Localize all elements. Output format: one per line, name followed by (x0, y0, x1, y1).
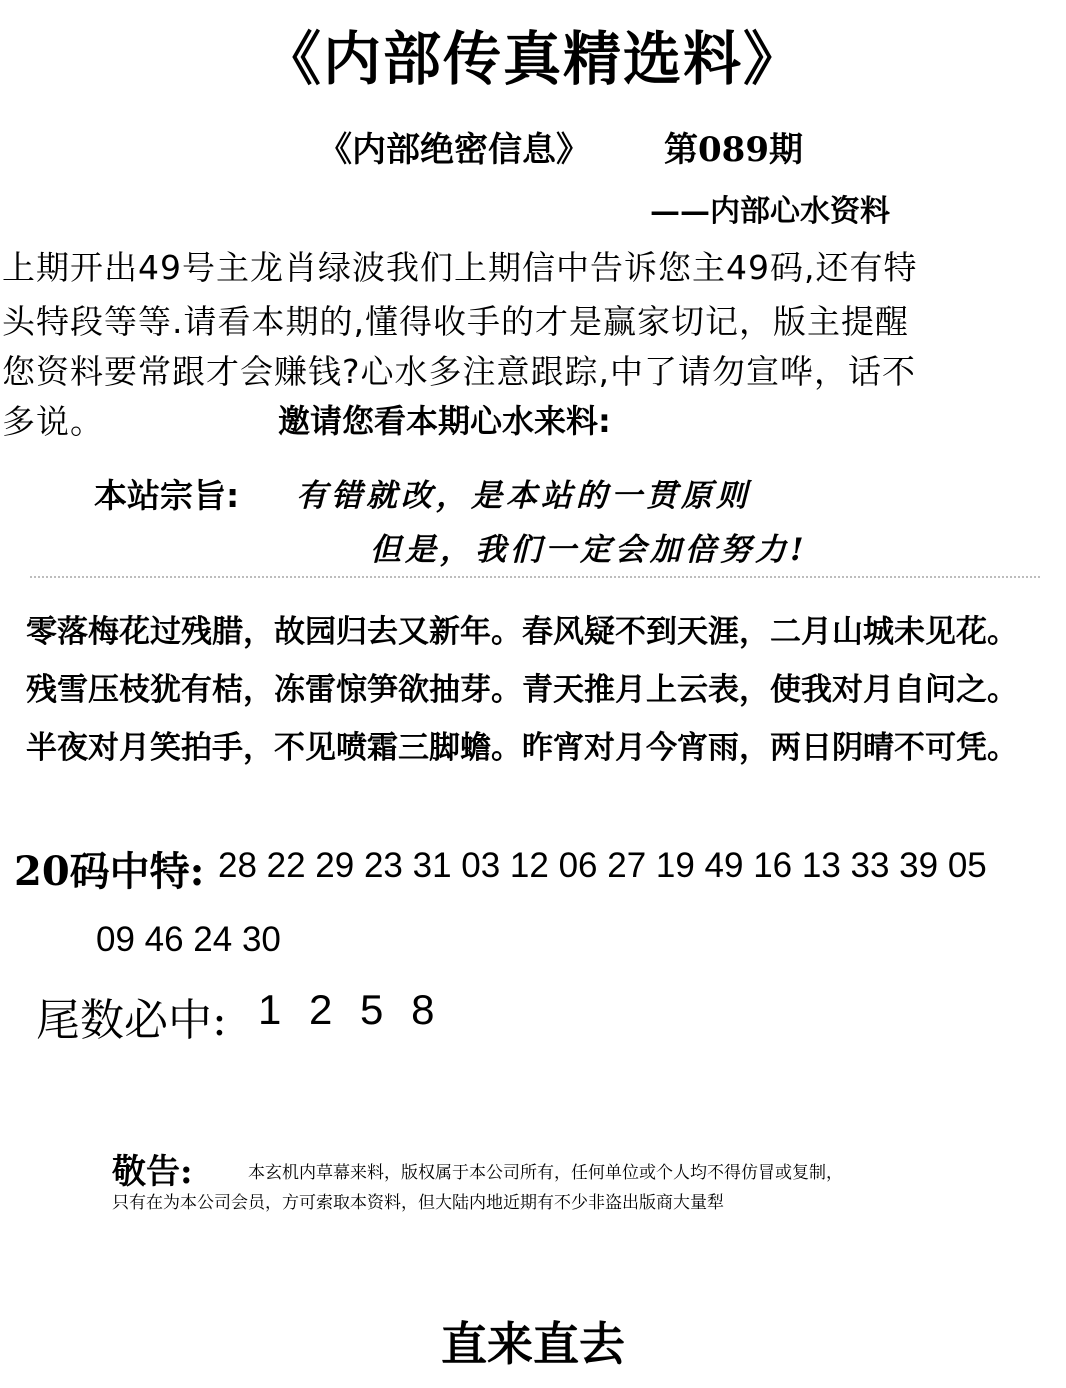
motto-label: 本站宗旨: (94, 476, 240, 515)
notice-line-1: 本玄机内草幕来料，版权属于本公司所有，任何单位或个人均不得仿冒或复制， (248, 1163, 843, 1183)
intro-line-3: 您资料要常跟才会赚钱?心水多注意跟踪,中了请勿宣哗，话不 (2, 352, 917, 391)
poem-line-2: 残雪压枝犹有桔，冻雷惊笋欲抽芽。青天推月上云表，使我对月自问之。 (26, 672, 1018, 708)
subtitle: 《内部绝密信息》 (318, 130, 590, 170)
footer-slogan: 直来直去 (441, 1317, 625, 1371)
motto-line-1: 有错就改，是本站的一贯原则 (296, 478, 751, 514)
poem-line-1: 零落梅花过残腊，故园归去又新年。春风疑不到天涯，二月山城未见花。 (26, 614, 1018, 650)
numbers-label: 20码中特: (14, 848, 205, 895)
tail-label: 尾数必中: (36, 995, 227, 1046)
notice-label: 敬告: (112, 1152, 193, 1192)
source-label: ——内部心水资料 (650, 194, 890, 229)
intro-line-2: 头特段等等.请看本期的,懂得收手的才是赢家切记，版主提醒 (2, 302, 909, 341)
divider (30, 576, 1040, 580)
numbers-line-2: 09 46 24 30 (96, 920, 281, 959)
intro-line-1: 上期开出49号主龙肖绿波我们上期信中告诉您主49码,还有特 (2, 248, 918, 287)
page-title: 《内部传真精选料》 (262, 25, 803, 93)
poem-line-3: 半夜对月笑拍手，不见喷霜三脚蟾。昨宵对月今宵雨，两日阴晴不可凭。 (26, 730, 1018, 766)
tail-values: 1 2 5 8 (258, 986, 435, 1033)
numbers-line-1: 28 22 29 23 31 03 12 06 27 19 49 16 13 33 39 05 (218, 846, 987, 885)
notice-line-2: 只有在为本公司会员，方可索取本资料，但大陆内地近期有不少非盗出版商大量犁 (112, 1193, 724, 1213)
intro-line-4: 多说。 (2, 402, 104, 441)
motto-line-2: 但是，我们一定会加倍努力! (370, 532, 808, 568)
issue-number: 第089期 (664, 130, 803, 170)
invite-text: 邀请您看本期心水来料: (278, 402, 611, 440)
